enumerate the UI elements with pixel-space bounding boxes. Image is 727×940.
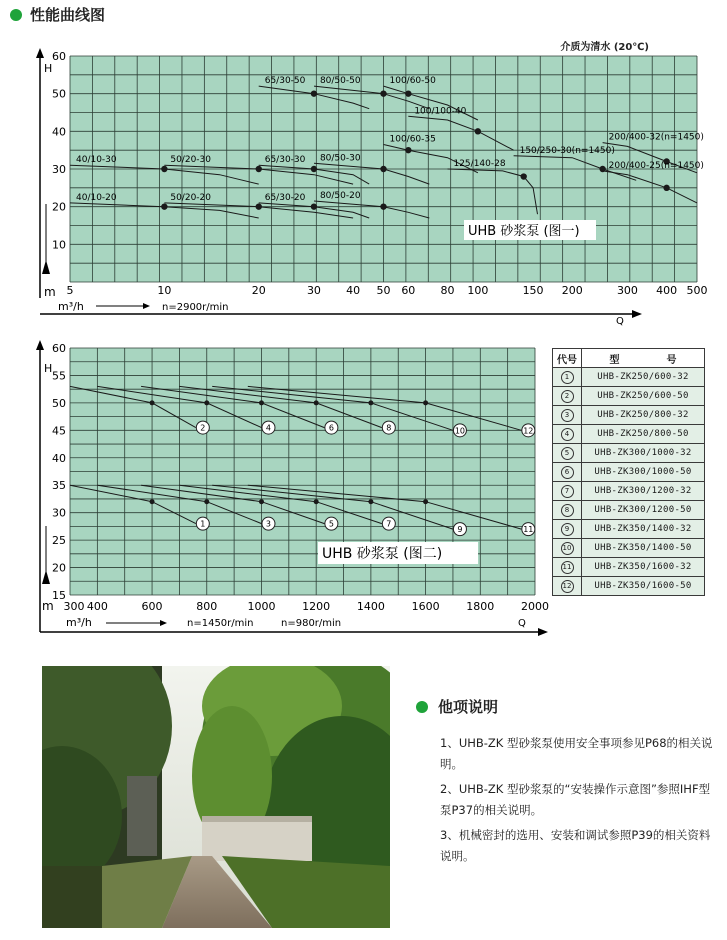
model-code-cell bbox=[553, 463, 582, 482]
model-row bbox=[553, 387, 705, 406]
rated-point bbox=[368, 400, 373, 405]
y-unit-label: m bbox=[44, 285, 56, 299]
y-tick-label: 55 bbox=[52, 369, 66, 383]
rated-point bbox=[161, 166, 167, 172]
rated-point bbox=[150, 400, 155, 405]
rated-point bbox=[256, 203, 262, 209]
y-tick-label: 60 bbox=[52, 342, 66, 355]
notes-title-text: 他项说明 bbox=[438, 698, 499, 716]
series-label: 80/50-20 bbox=[319, 191, 361, 202]
series-label: 65/30-50 bbox=[264, 76, 306, 87]
series-label: 65/30-20 bbox=[264, 192, 306, 203]
model-row bbox=[553, 425, 705, 444]
medium-note: 介质为清水 (20℃) bbox=[560, 42, 649, 53]
model-row bbox=[553, 558, 705, 577]
series-label: 150/250-30(n=1450) bbox=[519, 145, 615, 156]
series-label: 80/50-30 bbox=[319, 153, 361, 164]
model-row bbox=[553, 368, 705, 387]
x-tick-label: 10 bbox=[157, 284, 172, 297]
series-label: 125/140-28 bbox=[453, 159, 506, 169]
x-tick-label: 400 bbox=[86, 600, 108, 613]
rated-point bbox=[368, 499, 373, 504]
series-marker-label: 8 bbox=[386, 423, 392, 433]
note-item-2: 2、UHB-ZK 型砂浆泵的“安装操作示意图”参照IHF型泵P37的相关说明。 bbox=[440, 782, 711, 817]
model-code: 5 bbox=[561, 447, 574, 460]
model-table bbox=[552, 348, 705, 596]
rated-point bbox=[311, 90, 317, 96]
rated-point bbox=[380, 203, 386, 209]
model-name: UHB-ZK250/600-50 bbox=[582, 387, 705, 406]
model-code: 11 bbox=[561, 561, 574, 574]
model-name: UHB-ZK350/1600-32 bbox=[582, 558, 705, 577]
model-code-cell bbox=[553, 501, 582, 520]
y-tick-label: 10 bbox=[52, 238, 66, 252]
series-marker-label: 3 bbox=[265, 519, 272, 529]
right-arrow-icon bbox=[160, 620, 167, 626]
series-label: 80/50-50 bbox=[319, 76, 361, 87]
chart-title: UHB 砂浆泵 (图二) bbox=[322, 546, 443, 562]
y-tick-label: 30 bbox=[52, 506, 66, 520]
y-tick-label: 40 bbox=[52, 451, 66, 465]
x-tick-label: 5 bbox=[66, 284, 74, 297]
series-label: 100/100-40 bbox=[414, 106, 467, 117]
y-tick-label: 35 bbox=[52, 479, 66, 493]
rated-point bbox=[314, 400, 319, 405]
header-model-char-2: 号 bbox=[666, 354, 677, 366]
rated-point bbox=[259, 499, 264, 504]
model-row bbox=[553, 539, 705, 558]
x-tick-label: 500 bbox=[686, 284, 708, 297]
y-axis-label: H bbox=[44, 362, 53, 375]
rated-point bbox=[380, 166, 386, 172]
y-tick-label: 20 bbox=[52, 561, 66, 575]
rated-point bbox=[663, 185, 669, 191]
model-code-cell bbox=[553, 444, 582, 463]
note-item-3: 3、机械密封的选用、安装和调试参照P39的相关资料说明。 bbox=[440, 828, 711, 863]
series-marker-label: 2 bbox=[200, 423, 206, 433]
notes-section bbox=[416, 696, 716, 871]
rated-point bbox=[423, 400, 428, 405]
rated-point bbox=[405, 147, 411, 153]
model-code-cell bbox=[553, 520, 582, 539]
model-name: UHB-ZK350/1400-32 bbox=[582, 520, 705, 539]
series-label: 100/60-35 bbox=[389, 134, 436, 145]
series-label: 200/400-32(n=1450) bbox=[608, 132, 704, 143]
y-tick-label: 25 bbox=[52, 534, 66, 548]
model-name: UHB-ZK300/1000-50 bbox=[582, 463, 705, 482]
y-tick-label: 40 bbox=[52, 125, 66, 139]
series-marker bbox=[382, 421, 395, 434]
model-row bbox=[553, 520, 705, 539]
series-label: 50/20-30 bbox=[170, 155, 212, 166]
model-code: 12 bbox=[561, 580, 574, 593]
x-tick-label: 300 bbox=[616, 284, 638, 297]
model-code-cell bbox=[553, 387, 582, 406]
model-name: UHB-ZK250/600-32 bbox=[582, 368, 705, 387]
model-code-cell bbox=[553, 368, 582, 387]
series-marker-label: 11 bbox=[523, 525, 534, 535]
model-code: 4 bbox=[561, 428, 574, 441]
x-tick-label: 150 bbox=[522, 284, 544, 297]
bullet-icon bbox=[416, 701, 428, 713]
model-name: UHB-ZK350/1400-50 bbox=[582, 539, 705, 558]
x-axis-label: Q bbox=[518, 618, 526, 629]
series-marker-label: 10 bbox=[454, 426, 466, 436]
rated-point bbox=[256, 166, 262, 172]
garden-path-photo bbox=[42, 666, 390, 928]
model-code: 1 bbox=[561, 371, 574, 384]
model-row bbox=[553, 482, 705, 501]
x-tick-label: 1400 bbox=[356, 600, 385, 613]
x-tick-label: 1800 bbox=[466, 600, 495, 613]
y-axis-arrow-icon bbox=[36, 48, 44, 58]
y-tick-label: 50 bbox=[52, 87, 66, 101]
y-tick-label: 20 bbox=[52, 200, 66, 214]
x-unit-label: m³/h bbox=[66, 616, 92, 629]
series-marker bbox=[262, 517, 275, 530]
series-label: 40/10-30 bbox=[76, 155, 117, 166]
series-marker bbox=[196, 517, 209, 530]
page-title: 性能曲线图 bbox=[30, 6, 106, 24]
series-marker-label: 5 bbox=[328, 519, 334, 529]
model-name: UHB-ZK300/1000-32 bbox=[582, 444, 705, 463]
x-tick-label: 1200 bbox=[302, 600, 331, 613]
x-tick-label: 40 bbox=[346, 284, 361, 297]
rated-point bbox=[204, 400, 209, 405]
right-arrow-icon bbox=[143, 303, 150, 309]
model-code-cell bbox=[553, 482, 582, 501]
x-axis-arrow-icon bbox=[632, 310, 642, 318]
model-name: UHB-ZK250/800-50 bbox=[582, 425, 705, 444]
x-tick-label: 800 bbox=[196, 600, 218, 613]
model-code: 2 bbox=[561, 390, 574, 403]
series-marker bbox=[522, 424, 535, 437]
rated-point bbox=[259, 400, 264, 405]
series-marker bbox=[325, 421, 338, 434]
series-marker-label: 4 bbox=[265, 423, 272, 433]
series-label: 65/30-30 bbox=[264, 155, 306, 166]
model-code-cell bbox=[553, 406, 582, 425]
note-item-1: 1、UHB-ZK 型砂浆泵使用安全事项参见P68的相关说明。 bbox=[440, 736, 713, 771]
performance-chart-2 bbox=[0, 336, 550, 636]
header-model-char-1: 型 bbox=[609, 354, 620, 366]
series-marker-label: 9 bbox=[457, 525, 463, 535]
rated-point bbox=[405, 90, 411, 96]
rated-point bbox=[520, 173, 526, 179]
x-tick-label: 2000 bbox=[521, 600, 549, 613]
x-tick-label: 200 bbox=[561, 284, 583, 297]
y-tick-label: 30 bbox=[52, 163, 66, 176]
model-row bbox=[553, 406, 705, 425]
model-code: 7 bbox=[561, 485, 574, 498]
y-axis-label: H bbox=[44, 62, 53, 75]
y-tick-label: 50 bbox=[52, 396, 66, 410]
model-code: 9 bbox=[561, 523, 574, 536]
rated-point bbox=[150, 499, 155, 504]
x-tick-label: 60 bbox=[401, 284, 416, 297]
rated-point bbox=[161, 203, 167, 209]
model-code: 3 bbox=[561, 409, 574, 422]
series-label: 100/60-50 bbox=[389, 76, 436, 87]
series-marker bbox=[453, 424, 466, 437]
model-name: UHB-ZK300/1200-50 bbox=[582, 501, 705, 520]
notes-title bbox=[416, 696, 716, 717]
rated-point bbox=[314, 499, 319, 504]
x-tick-label: 100 bbox=[467, 284, 489, 297]
series-marker-label: 1 bbox=[200, 519, 206, 529]
model-code: 8 bbox=[561, 504, 574, 517]
section-title bbox=[10, 4, 105, 25]
x-tick-label: 30 bbox=[306, 284, 321, 297]
speed-note: n=2900r/min bbox=[162, 302, 229, 313]
x-axis-arrow-icon bbox=[538, 628, 548, 636]
model-row bbox=[553, 444, 705, 463]
series-marker bbox=[522, 523, 535, 536]
x-tick-label: 400 bbox=[656, 284, 678, 297]
x-tick-label: 50 bbox=[376, 284, 391, 297]
series-marker bbox=[196, 421, 209, 434]
x-tick-label: 1600 bbox=[411, 600, 440, 613]
model-row bbox=[553, 501, 705, 520]
x-tick-label: 1000 bbox=[247, 600, 276, 613]
model-code-cell bbox=[553, 539, 582, 558]
chart-title: UHB 砂浆泵 (图一) bbox=[468, 224, 580, 239]
header-code: 代号 bbox=[553, 349, 582, 368]
model-code-cell bbox=[553, 558, 582, 577]
model-row bbox=[553, 463, 705, 482]
model-code-cell bbox=[553, 425, 582, 444]
x-tick-label: 300 bbox=[63, 600, 85, 613]
series-marker bbox=[453, 523, 466, 536]
series-label: 40/10-20 bbox=[76, 192, 117, 203]
series-marker bbox=[262, 421, 275, 434]
series-marker-label: 12 bbox=[523, 426, 534, 436]
rated-point bbox=[204, 499, 209, 504]
x-tick-label: 20 bbox=[251, 284, 266, 297]
model-row bbox=[553, 577, 705, 596]
header-model bbox=[582, 349, 705, 368]
x-tick-label: 80 bbox=[440, 284, 455, 297]
model-code: 10 bbox=[561, 542, 574, 555]
model-name: UHB-ZK350/1600-50 bbox=[582, 577, 705, 596]
x-axis-label: Q bbox=[616, 316, 624, 327]
model-name: UHB-ZK300/1200-32 bbox=[582, 482, 705, 501]
series-marker-label: 6 bbox=[328, 423, 334, 433]
y-tick-label: 60 bbox=[52, 50, 66, 63]
model-code-cell bbox=[553, 577, 582, 596]
model-name: UHB-ZK250/800-32 bbox=[582, 406, 705, 425]
performance-chart-1 bbox=[0, 44, 727, 334]
y-tick-label: 45 bbox=[52, 424, 66, 438]
model-table-header bbox=[553, 349, 705, 368]
rated-point bbox=[380, 90, 386, 96]
y-tick-label: 15 bbox=[52, 589, 66, 602]
x-tick-label: 600 bbox=[141, 600, 163, 613]
series-label: 200/400-25(n=1450) bbox=[608, 160, 704, 171]
rated-point bbox=[475, 128, 481, 134]
speed-note-1450: n=1450r/min bbox=[187, 618, 254, 629]
bullet-icon bbox=[10, 9, 22, 21]
y-unit-label: m bbox=[42, 599, 54, 613]
series-label: 50/20-20 bbox=[170, 192, 212, 203]
model-code: 6 bbox=[561, 466, 574, 479]
series-marker-label: 7 bbox=[386, 519, 392, 529]
x-unit-label: m³/h bbox=[58, 300, 84, 313]
series-marker bbox=[382, 517, 395, 530]
rated-point bbox=[311, 203, 317, 209]
y-axis-arrow-icon bbox=[36, 340, 44, 350]
speed-note-980: n=980r/min bbox=[281, 618, 342, 629]
rated-point bbox=[311, 166, 317, 172]
series-marker bbox=[325, 517, 338, 530]
rated-point bbox=[423, 499, 428, 504]
